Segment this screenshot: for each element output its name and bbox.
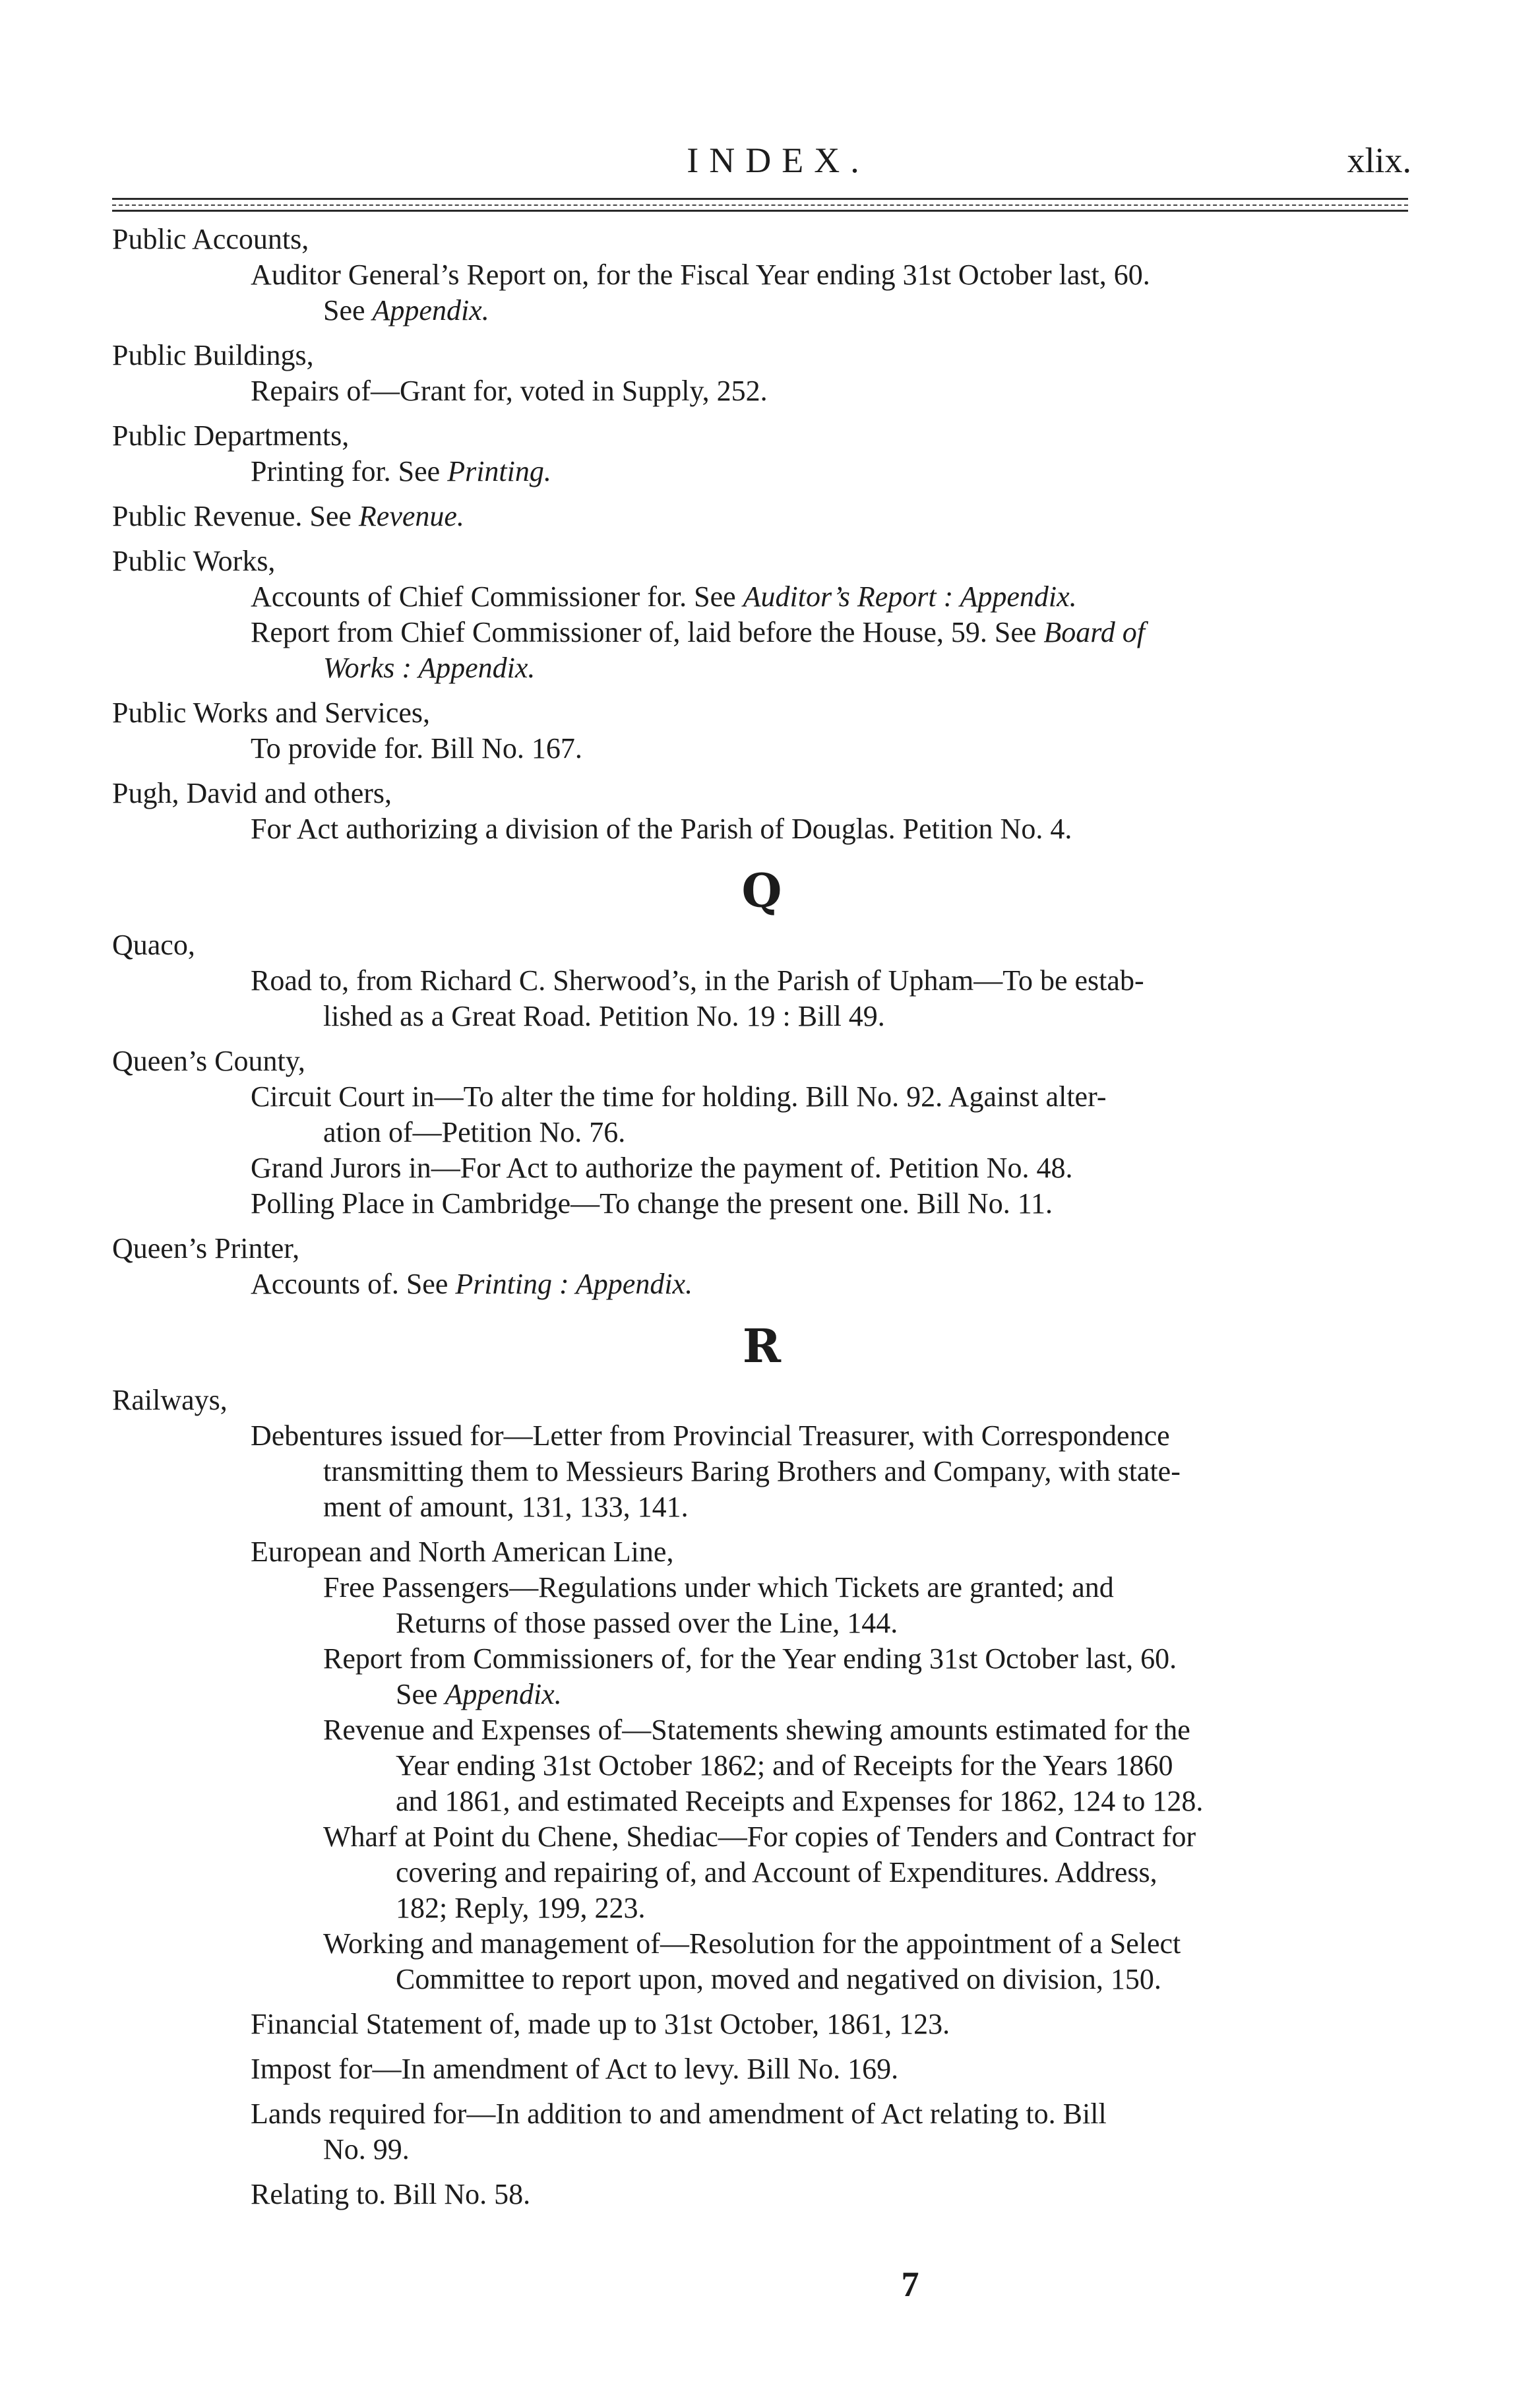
heading-plain: Public Revenue. See bbox=[112, 500, 359, 532]
index-content bbox=[112, 222, 1411, 2222]
subitem-text bbox=[251, 579, 1411, 615]
entry-subitem bbox=[112, 454, 1411, 489]
nested-text: Report from Commissioners of, for the Year ending 31st October last, 60. bbox=[323, 1642, 1177, 1675]
subitem-continuation: transmitting them to Messieurs Baring Brothers and Company, with state- bbox=[323, 1455, 1181, 1487]
subitem-text: For Act authorizing a division of the Parish of Douglas. Petition No. 4. bbox=[251, 813, 1072, 845]
page-title: INDEX. bbox=[687, 140, 870, 180]
index-entry bbox=[112, 776, 1411, 847]
cross-reference: Appendix. bbox=[445, 1678, 562, 1710]
spacer bbox=[112, 2042, 1411, 2051]
cross-reference: Printing : Appendix. bbox=[455, 1268, 693, 1300]
entry-heading: Pugh, David and others, bbox=[112, 777, 392, 809]
header-rule-dashed bbox=[112, 204, 1408, 206]
entry-heading: Public Works, bbox=[112, 545, 276, 577]
entry-subitem bbox=[112, 731, 1411, 766]
spacer bbox=[112, 2167, 1411, 2177]
subitem-text: Repairs of—Grant for, voted in Supply, 252. bbox=[251, 375, 768, 407]
entry-subitem bbox=[112, 2177, 1411, 2212]
subitem-text: Auditor General’s Report on, for the Fiscal Year ending 31st October last, 60. bbox=[251, 259, 1150, 291]
section-letter-q: Q bbox=[741, 863, 782, 918]
entry-heading: Public Accounts, bbox=[112, 223, 309, 255]
subitem-text: Financial Statement of, made up to 31st October, 1861, 123. bbox=[251, 2008, 950, 2040]
index-entry bbox=[112, 499, 1411, 534]
index-entry bbox=[112, 338, 1411, 409]
nested-continuation: and 1861, and estimated Receipts and Expenses for 1862, 124 to 128. bbox=[396, 1785, 1204, 1817]
index-entry bbox=[112, 927, 1411, 1034]
index-entry bbox=[112, 544, 1411, 686]
subitem-text: Circuit Court in—To alter the time for holding. Bill No. 92. Against alter- bbox=[251, 1080, 1107, 1113]
spacer bbox=[112, 2087, 1411, 2096]
nested-continuation bbox=[323, 1677, 1411, 1712]
cross-reference: Appendix. bbox=[372, 294, 489, 327]
subitem-plain: Report from Chief Commissioner of, laid before the House, 59. See bbox=[251, 616, 1044, 648]
nested-subitem bbox=[112, 1712, 1411, 1819]
cross-reference: Auditor’s Report : Appendix. bbox=[743, 580, 1077, 613]
subitem-text: Relating to. Bill No. 58. bbox=[251, 2178, 531, 2210]
subitem-text: Impost for—In amendment of Act to levy. Bill No. 169. bbox=[251, 2053, 899, 2085]
subitem-see: See bbox=[323, 294, 373, 327]
entry-subitem bbox=[112, 811, 1411, 847]
section-letter-r: R bbox=[742, 1319, 782, 1373]
nested-text: Working and management of—Resolution for the appointment of a Select bbox=[323, 1927, 1181, 1960]
entry-subitem bbox=[112, 2007, 1411, 2042]
entry-subitem bbox=[112, 579, 1411, 686]
subitem-text: To provide for. Bill No. 167. bbox=[251, 732, 582, 764]
nested-continuation: 182; Reply, 199, 223. bbox=[396, 1892, 646, 1924]
spacer bbox=[112, 1997, 1411, 2007]
subitem-text: European and North American Line, bbox=[251, 1536, 674, 1568]
subitem-continuation: lished as a Great Road. Petition No. 19 : Bill 49. bbox=[323, 1000, 885, 1032]
nested-subitem bbox=[112, 1819, 1411, 1926]
subitem-text: Grand Jurors in—For Act to authorize the payment of. Petition No. 48. bbox=[251, 1152, 1073, 1184]
entry-subitem bbox=[112, 373, 1411, 409]
subitem-continuation: No. 99. bbox=[323, 2133, 410, 2165]
subitem-continuation: ment of amount, 131, 133, 141. bbox=[323, 1491, 689, 1523]
cross-reference: Board of bbox=[1043, 616, 1146, 648]
cross-reference: Revenue. bbox=[358, 500, 464, 532]
nested-text: Wharf at Point du Chene, Shediac—For copies of Tenders and Contract for bbox=[323, 1821, 1196, 1853]
nested-continuation: Returns of those passed over the Line, 144. bbox=[396, 1607, 898, 1639]
header-rule-bottom bbox=[112, 210, 1408, 212]
subitem-text bbox=[251, 454, 1411, 489]
subitem-continuation: ation of—Petition No. 76. bbox=[323, 1116, 626, 1148]
subitem-plain: Accounts of Chief Commissioner for. See bbox=[251, 580, 743, 613]
entry-heading: Public Departments, bbox=[112, 420, 350, 452]
subitem-text: Debentures issued for—Letter from Provincial Treasurer, with Correspondence bbox=[251, 1419, 1170, 1452]
entry-heading: Railways, bbox=[112, 1384, 228, 1416]
nested-text: Free Passengers—Regulations under which Tickets are granted; and bbox=[323, 1571, 1114, 1603]
entry-heading: Public Works and Services, bbox=[112, 697, 431, 729]
entry-subitem bbox=[112, 2051, 1411, 2087]
subitem-plain: Accounts of. See bbox=[251, 1268, 456, 1300]
roman-page-number: xlix. bbox=[1347, 140, 1411, 180]
subitem-text: Lands required for—In addition to and amendment of Act relating to. Bill bbox=[251, 2098, 1107, 2130]
index-entry bbox=[112, 695, 1411, 766]
index-entry bbox=[112, 222, 1411, 328]
nested-text: Revenue and Expenses of—Statements shewing amounts estimated for the bbox=[323, 1714, 1190, 1746]
entry-subitem bbox=[112, 257, 1411, 328]
cross-reference: Printing. bbox=[447, 455, 551, 487]
nested-plain: See bbox=[396, 1678, 445, 1710]
entry-subitem bbox=[112, 963, 1411, 1034]
entry-heading bbox=[112, 499, 1411, 534]
subitem-text bbox=[251, 615, 1411, 650]
subitem-text: Polling Place in Cambridge—To change the present one. Bill No. 11. bbox=[251, 1187, 1053, 1220]
nested-continuation: Committee to report upon, moved and negatived on division, 150. bbox=[396, 1963, 1161, 1995]
subitem-plain: Printing for. See bbox=[251, 455, 448, 487]
cross-reference: Works : Appendix. bbox=[323, 652, 536, 684]
entry-subitem bbox=[112, 1079, 1411, 1222]
subitem-continuation bbox=[251, 650, 1411, 686]
nested-subitem bbox=[112, 1570, 1411, 1641]
subitem-continuation bbox=[251, 293, 1411, 328]
nested-subitem bbox=[112, 1641, 1411, 1712]
subitem-text bbox=[251, 1266, 1411, 1302]
entry-heading: Queen’s Printer, bbox=[112, 1232, 300, 1264]
index-entry bbox=[112, 1231, 1411, 1302]
index-entry-railways bbox=[112, 1383, 1411, 2212]
entry-subitem bbox=[112, 2096, 1411, 2167]
spacer bbox=[112, 1525, 1411, 1534]
index-entry bbox=[112, 418, 1411, 489]
header-rule bbox=[112, 198, 1408, 200]
subitem-text: Road to, from Richard C. Sherwood’s, in the Parish of Upham—To be estab- bbox=[251, 964, 1144, 997]
entry-heading: Queen’s County, bbox=[112, 1045, 305, 1077]
index-entry bbox=[112, 1043, 1411, 1222]
entry-subitem bbox=[112, 1534, 1411, 1570]
nested-continuation: covering and repairing of, and Account of Expenditures. Address, bbox=[396, 1856, 1157, 1888]
entry-subitem bbox=[112, 1418, 1411, 1525]
nested-continuation: Year ending 31st October 1862; and of Receipts for the Years 1860 bbox=[396, 1749, 1173, 1782]
nested-subitem bbox=[112, 1926, 1411, 1997]
page-number: 7 bbox=[901, 2264, 919, 2304]
entry-heading: Public Buildings, bbox=[112, 339, 314, 371]
entry-subitem bbox=[112, 1266, 1411, 1302]
entry-heading: Quaco, bbox=[112, 929, 195, 961]
